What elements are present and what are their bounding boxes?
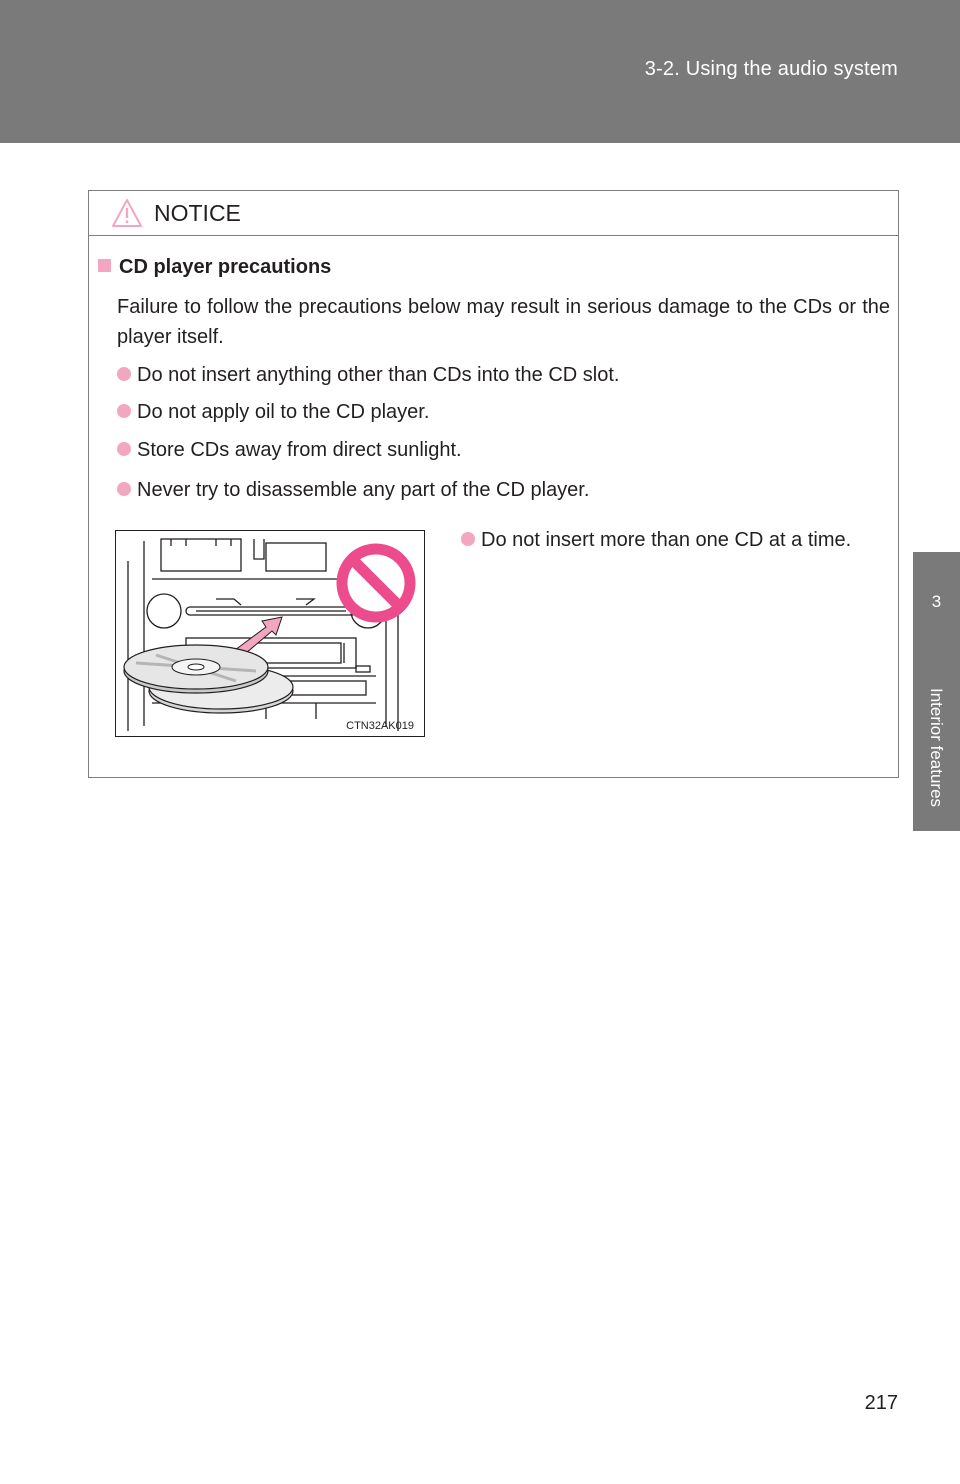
section-title: 3-2. Using the audio system [644, 58, 898, 80]
dot-bullet-icon [117, 404, 131, 418]
list-item-text: Store CDs away from direct sunlight. [137, 439, 462, 461]
notice-title: NOTICE [154, 200, 241, 226]
cd-player-drawing [116, 531, 424, 736]
section-heading-text: CD player precautions [119, 256, 332, 278]
list-item [117, 437, 462, 463]
list-item-text: Do not apply oil to the CD player. [137, 401, 430, 423]
illustration-code: CTN32AK019 [346, 720, 414, 732]
warning-icon [111, 198, 143, 228]
dot-bullet-icon [117, 442, 131, 456]
list-item [117, 399, 429, 425]
page-number: 217 [864, 1392, 898, 1414]
notice-header [89, 191, 898, 236]
square-bullet-icon [98, 259, 111, 272]
cd-slot-illustration [115, 530, 425, 737]
dot-bullet-icon [461, 532, 475, 546]
page-header [0, 0, 960, 143]
chapter-number: 3 [931, 592, 942, 611]
list-item-text: Do not insert anything other than CDs into the CD slot. [137, 364, 620, 386]
section-heading [98, 256, 331, 279]
list-item [461, 525, 883, 555]
list-item-text: Do not insert more than one CD at a time. [481, 529, 852, 551]
intro-paragraph: Failure to follow the precautions below may result in serious damage to the CDs or the player itself. [117, 296, 890, 348]
dot-bullet-icon [117, 367, 131, 381]
dot-bullet-icon [117, 482, 131, 496]
chapter-label-tab [913, 656, 960, 831]
list-item [117, 477, 589, 503]
list-item [117, 362, 619, 388]
prohibited-icon [342, 549, 410, 617]
list-item-text: Never try to disassemble any part of the CD player. [137, 479, 590, 501]
chapter-tab [913, 552, 960, 656]
chapter-label: Interior features [927, 687, 946, 808]
